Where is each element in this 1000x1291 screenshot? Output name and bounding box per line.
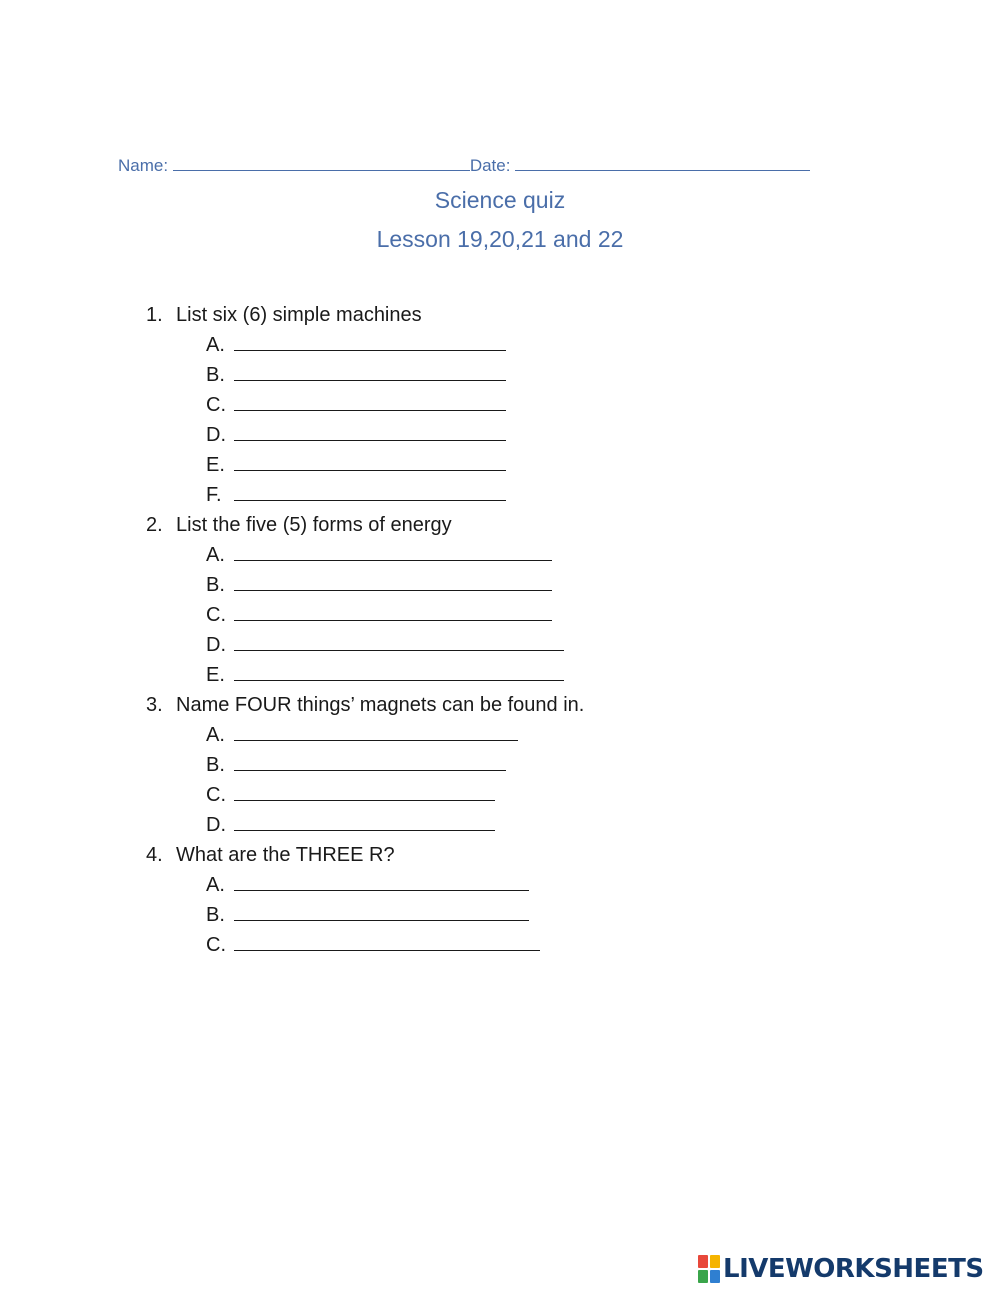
name-label: Name: — [118, 156, 169, 175]
answer-row — [146, 750, 584, 780]
question-4 — [146, 840, 584, 870]
answer-row — [146, 360, 584, 390]
answer-letter: E. — [206, 664, 225, 686]
logo-block-e — [710, 1270, 720, 1283]
answer-row — [146, 540, 584, 570]
logo-block-l — [698, 1255, 708, 1268]
answer-letter: D. — [206, 814, 226, 836]
answer-row — [146, 870, 584, 900]
question-text: Name FOUR things’ magnets can be found in. — [176, 694, 585, 716]
answer-letter: D. — [206, 634, 226, 656]
answer-row — [146, 810, 584, 840]
question-text: List the five (5) forms of energy — [176, 514, 452, 536]
date-label: Date: — [469, 156, 511, 175]
answer-letter: C. — [206, 394, 226, 416]
answer-row — [146, 480, 584, 510]
answer-row — [146, 390, 584, 420]
answer-blank[interactable] — [234, 332, 506, 351]
answer-blank[interactable] — [234, 362, 506, 381]
page-subtitle: Lesson 19,20,21 and 22 — [376, 226, 624, 252]
logo-block-i — [710, 1255, 720, 1268]
liveworksheets-logo — [698, 1254, 984, 1284]
answer-letter: D. — [206, 424, 226, 446]
name-date-line — [118, 156, 810, 176]
answer-row — [146, 600, 584, 630]
answer-row — [146, 330, 584, 360]
answer-blank[interactable] — [234, 422, 506, 441]
answer-blank[interactable] — [234, 902, 529, 921]
question-number: 3. — [146, 694, 163, 716]
answer-blank[interactable] — [234, 392, 506, 411]
answer-blank[interactable] — [234, 932, 540, 951]
logo-block-v — [698, 1270, 708, 1283]
answer-letter: A. — [206, 544, 225, 566]
answer-row — [146, 630, 584, 660]
answer-letter: B. — [206, 574, 225, 596]
answer-blank[interactable] — [234, 812, 495, 831]
answer-blank[interactable] — [234, 722, 518, 741]
answer-blank[interactable] — [234, 482, 506, 501]
question-number: 4. — [146, 844, 163, 866]
answer-row — [146, 420, 584, 450]
logo-blocks-icon — [698, 1255, 720, 1283]
page-title: Science quiz — [434, 187, 566, 213]
answer-blank[interactable] — [234, 662, 564, 681]
answer-letter: A. — [206, 724, 225, 746]
answer-blank[interactable] — [234, 572, 552, 591]
question-number: 1. — [146, 304, 163, 326]
answer-blank[interactable] — [234, 452, 506, 471]
question-1 — [146, 300, 584, 330]
answer-letter: B. — [206, 754, 225, 776]
answer-letter: C. — [206, 604, 226, 626]
answer-row — [146, 450, 584, 480]
answer-letter: B. — [206, 364, 225, 386]
date-field[interactable] — [515, 156, 810, 171]
name-field[interactable] — [173, 156, 470, 171]
answer-blank[interactable] — [234, 542, 552, 561]
answer-letter: C. — [206, 784, 226, 806]
logo-text: LIVEWORKSHEETS — [723, 1254, 984, 1284]
answer-row — [146, 780, 584, 810]
answer-letter: C. — [206, 934, 226, 956]
answer-row — [146, 660, 584, 690]
answer-blank[interactable] — [234, 872, 529, 891]
answer-row — [146, 900, 584, 930]
answer-blank[interactable] — [234, 632, 564, 651]
answer-blank[interactable] — [234, 782, 495, 801]
question-2 — [146, 510, 584, 540]
question-number: 2. — [146, 514, 163, 536]
answer-letter: F. — [206, 484, 222, 506]
answer-blank[interactable] — [234, 752, 506, 771]
answer-row — [146, 720, 584, 750]
answer-blank[interactable] — [234, 602, 552, 621]
answer-letter: A. — [206, 334, 225, 356]
answer-letter: A. — [206, 874, 225, 896]
answer-letter: E. — [206, 454, 225, 476]
answer-letter: B. — [206, 904, 225, 926]
question-list — [146, 300, 584, 960]
question-3 — [146, 690, 584, 720]
answer-row — [146, 930, 584, 960]
answer-row — [146, 570, 584, 600]
question-text: List six (6) simple machines — [176, 304, 422, 326]
question-text: What are the THREE R? — [176, 844, 395, 866]
